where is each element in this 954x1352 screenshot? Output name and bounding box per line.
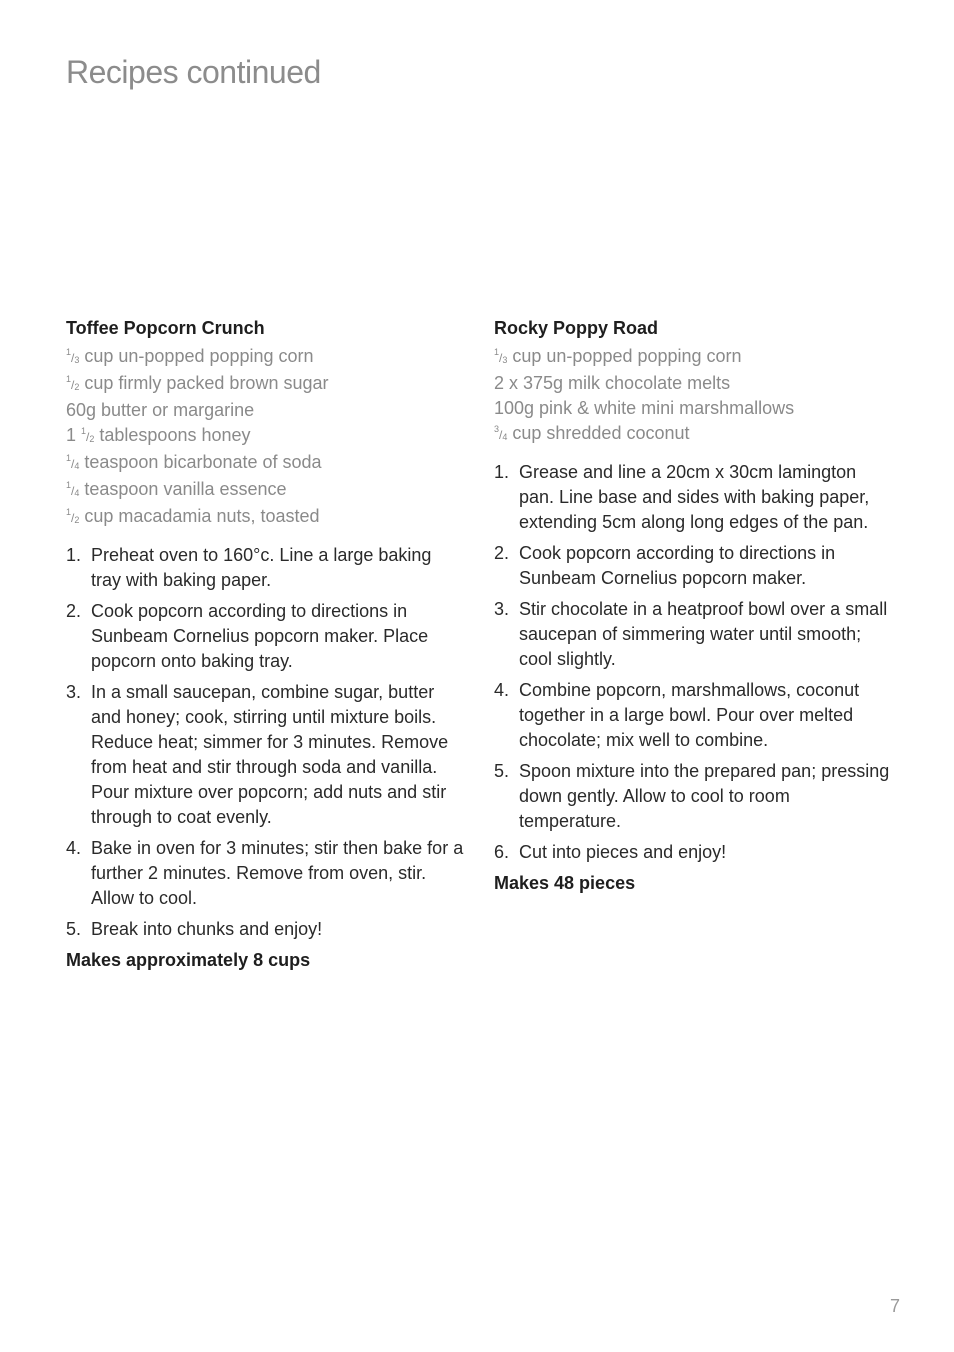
method-step: 5. Break into chunks and enjoy! (66, 919, 323, 939)
fraction: $^1/_2$ (66, 507, 80, 525)
recipe-yield: Makes 48 pieces (494, 873, 636, 893)
method-step: 3. Stir chocolate in a heatproof bowl over a small saucepan of simmering water until smooth; cool slightly. (494, 599, 888, 669)
method-step: 4. Combine popcorn, marshmallows, coconut together in a large bowl. Pour over melted chocolate; mix well to combine. (494, 680, 860, 750)
ingredient-item: 2 x 375g milk chocolate melts (494, 373, 731, 393)
ingredient-item: $^3/_4$ cup shredded coconut (494, 423, 690, 443)
fraction: $^1/_4$ (66, 480, 80, 498)
fraction: $^1/_3$ (66, 347, 80, 365)
method-step: 1. Grease and line a 20cm x 30cm lamington pan. Line base and sides with baking paper, extending 5cm along long edges of the pan. (494, 462, 870, 532)
method-step: 6. Cut into pieces and enjoy! (494, 842, 727, 862)
method-step: 2. Cook popcorn according to directions in Sunbeam Cornelius popcorn maker. Place popcorn onto baking tray. (66, 601, 429, 671)
fraction: $^1/_3$ (494, 347, 508, 365)
page-title: Recipes continued (66, 54, 321, 90)
ingredient-item: 60g butter or margarine (66, 400, 255, 420)
ingredient-item: $^1/_2$ cup firmly packed brown sugar (66, 373, 329, 393)
method-step: 1. Preheat oven to 160°c. Line a large baking tray with baking paper. (66, 545, 432, 590)
ingredient-item: $^1/_3$ cup un-popped popping corn (494, 346, 742, 366)
recipe-title: Rocky Poppy Road (494, 318, 659, 338)
ingredient-item: $^1/_3$ cup un-popped popping corn (66, 346, 314, 366)
fraction: $^3/_4$ (494, 424, 508, 442)
recipe-title: Toffee Popcorn Crunch (66, 318, 265, 338)
ingredient-item: 100g pink & white mini marshmallows (494, 398, 795, 418)
ingredient-item: $^1/_4$ teaspoon vanilla essence (66, 479, 287, 499)
recipe-rocky-poppy-road (494, 316, 894, 896)
method-step: 4. Bake in oven for 3 minutes; stir then bake for a further 2 minutes. Remove from oven, stir. Allow to cool. (66, 838, 464, 908)
ingredient-item: 1 $^1/_2$ tablespoons honey (66, 425, 251, 445)
fraction: $^1/_2$ (81, 426, 95, 444)
fraction: $^1/_2$ (66, 374, 80, 392)
method-step: 3. In a small saucepan, combine sugar, butter and honey; cook, stirring until mixture boils. Reduce heat; simmer for 3 minutes. Remove from heat and stir through soda and vanilla. Pour mixture over popcorn; add nuts and stir through to coat evenly. (66, 682, 449, 827)
method-steps (66, 543, 466, 942)
ingredient-list (494, 344, 894, 448)
page-number: 7 (889, 1296, 900, 1316)
ingredient-item: $^1/_4$ teaspoon bicarbonate of soda (66, 452, 322, 472)
recipe-yield: Makes approximately 8 cups (66, 950, 311, 970)
method-steps (494, 460, 894, 865)
fraction: $^1/_4$ (66, 453, 80, 471)
method-step: 2. Cook popcorn according to directions in Sunbeam Cornelius popcorn maker. (494, 543, 836, 588)
method-step: 5. Spoon mixture into the prepared pan; pressing down gently. Allow to cool to room temperature. (494, 761, 890, 831)
ingredient-item: $^1/_2$ cup macadamia nuts, toasted (66, 506, 320, 526)
recipe-toffee-popcorn-crunch (66, 316, 466, 973)
ingredient-list (66, 344, 466, 531)
